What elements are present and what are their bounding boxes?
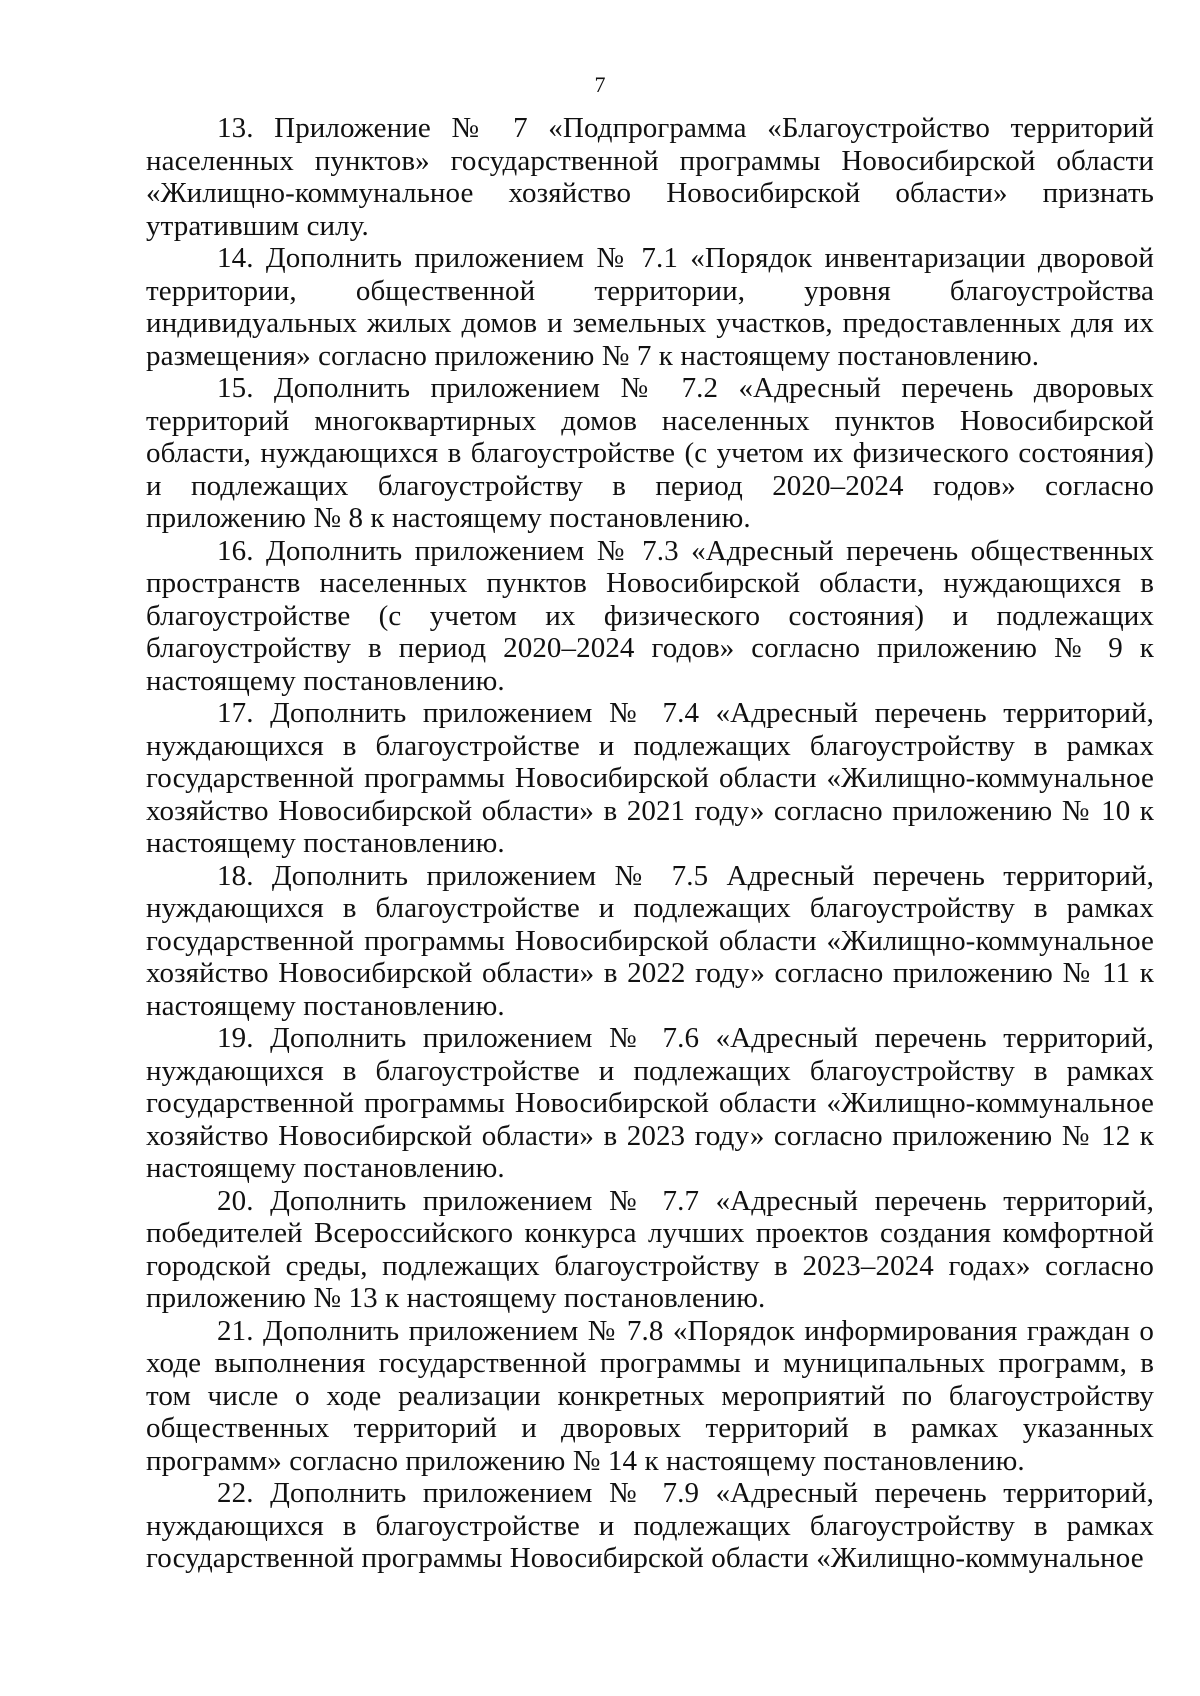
page-number: 7 [594, 72, 606, 97]
paragraph-21: 21. Дополнить приложением № 7.8 «Порядок информирования граждан о ходе выполнения государственной программы и муниципальных программ, в том числе о ходе реализации конкретных мероприятий по благоустройству общественных территорий и дворовых территорий в рамках указанных программ» согласно приложению № 14 к настоящему постановлению. [146, 1314, 1154, 1477]
paragraph-15: 15. Дополнить приложением № 7.2 «Адресный перечень дворовых территорий многоквартирных домов населенных пунктов Новосибирской области, нуждающихся в благоустройстве (с учетом их физического состояния) и подлежащих благоустройству в период 2020–2024 годов» согласно приложению № 8 к настоящему постановлению. [146, 372, 1154, 534]
document-body [146, 112, 1154, 1575]
paragraph-19: 19. Дополнить приложением № 7.6 «Адресный перечень территорий, нуждающихся в благоустройстве и подлежащих благоустройству в рамках государственной программы Новосибирской области «Жилищно-коммунальное хозяйство Новосибирской области» в 2023 году» согласно приложению № 12 к настоящему постановлению. [146, 1022, 1154, 1184]
paragraph-17: 17. Дополнить приложением № 7.4 «Адресный перечень территорий, нуждающихся в благоустройстве и подлежащих благоустройству в рамках государственной программы Новосибирской области «Жилищно-коммунальное хозяйство Новосибирской области» в 2021 году» согласно приложению № 10 к настоящему постановлению. [146, 697, 1154, 859]
paragraph-18: 18. Дополнить приложением № 7.5 Адресный перечень территорий, нуждающихся в благоустройстве и подлежащих благоустройству в рамках государственной программы Новосибирской области «Жилищно-коммунальное хозяйство Новосибирской области» в 2022 году» согласно приложению № 11 к настоящему постановлению. [146, 859, 1154, 1022]
paragraph-22: 22. Дополнить приложением № 7.9 «Адресный перечень территорий, нуждающихся в благоустройстве и подлежащих благоустройству в рамках государственной программы Новосибирской области «Жилищно-коммунальное [146, 1477, 1154, 1574]
paragraph-16: 16. Дополнить приложением № 7.3 «Адресный перечень общественных пространств населенных пунктов Новосибирской области, нуждающихся в благоустройстве (с учетом их физического состояния) и подлежащих благоустройству в период 2020–2024 годов» согласно приложению № 9 к настоящему постановлению. [146, 534, 1154, 697]
paragraph-14: 14. Дополнить приложением № 7.1 «Порядок инвентаризации дворовой территории, общественной территории, уровня благоустройства индивидуальных жилых домов и земельных участков, предоставленных для их размещения» согласно приложению № 7 к настоящему постановлению. [146, 242, 1154, 372]
paragraph-20: 20. Дополнить приложением № 7.7 «Адресный перечень территорий, победителей Всероссийского конкурса лучших проектов создания комфортной городской среды, подлежащих благоустройству в 2023–2024 годах» согласно приложению № 13 к настоящему постановлению. [146, 1184, 1154, 1314]
paragraph-13: 13. Приложение № 7 «Подпрограмма «Благоустройство территорий населенных пунктов» государственной программы Новосибирской области «Жилищно-коммунальное хозяйство Новосибирской области» признать утратившим силу. [146, 112, 1154, 242]
